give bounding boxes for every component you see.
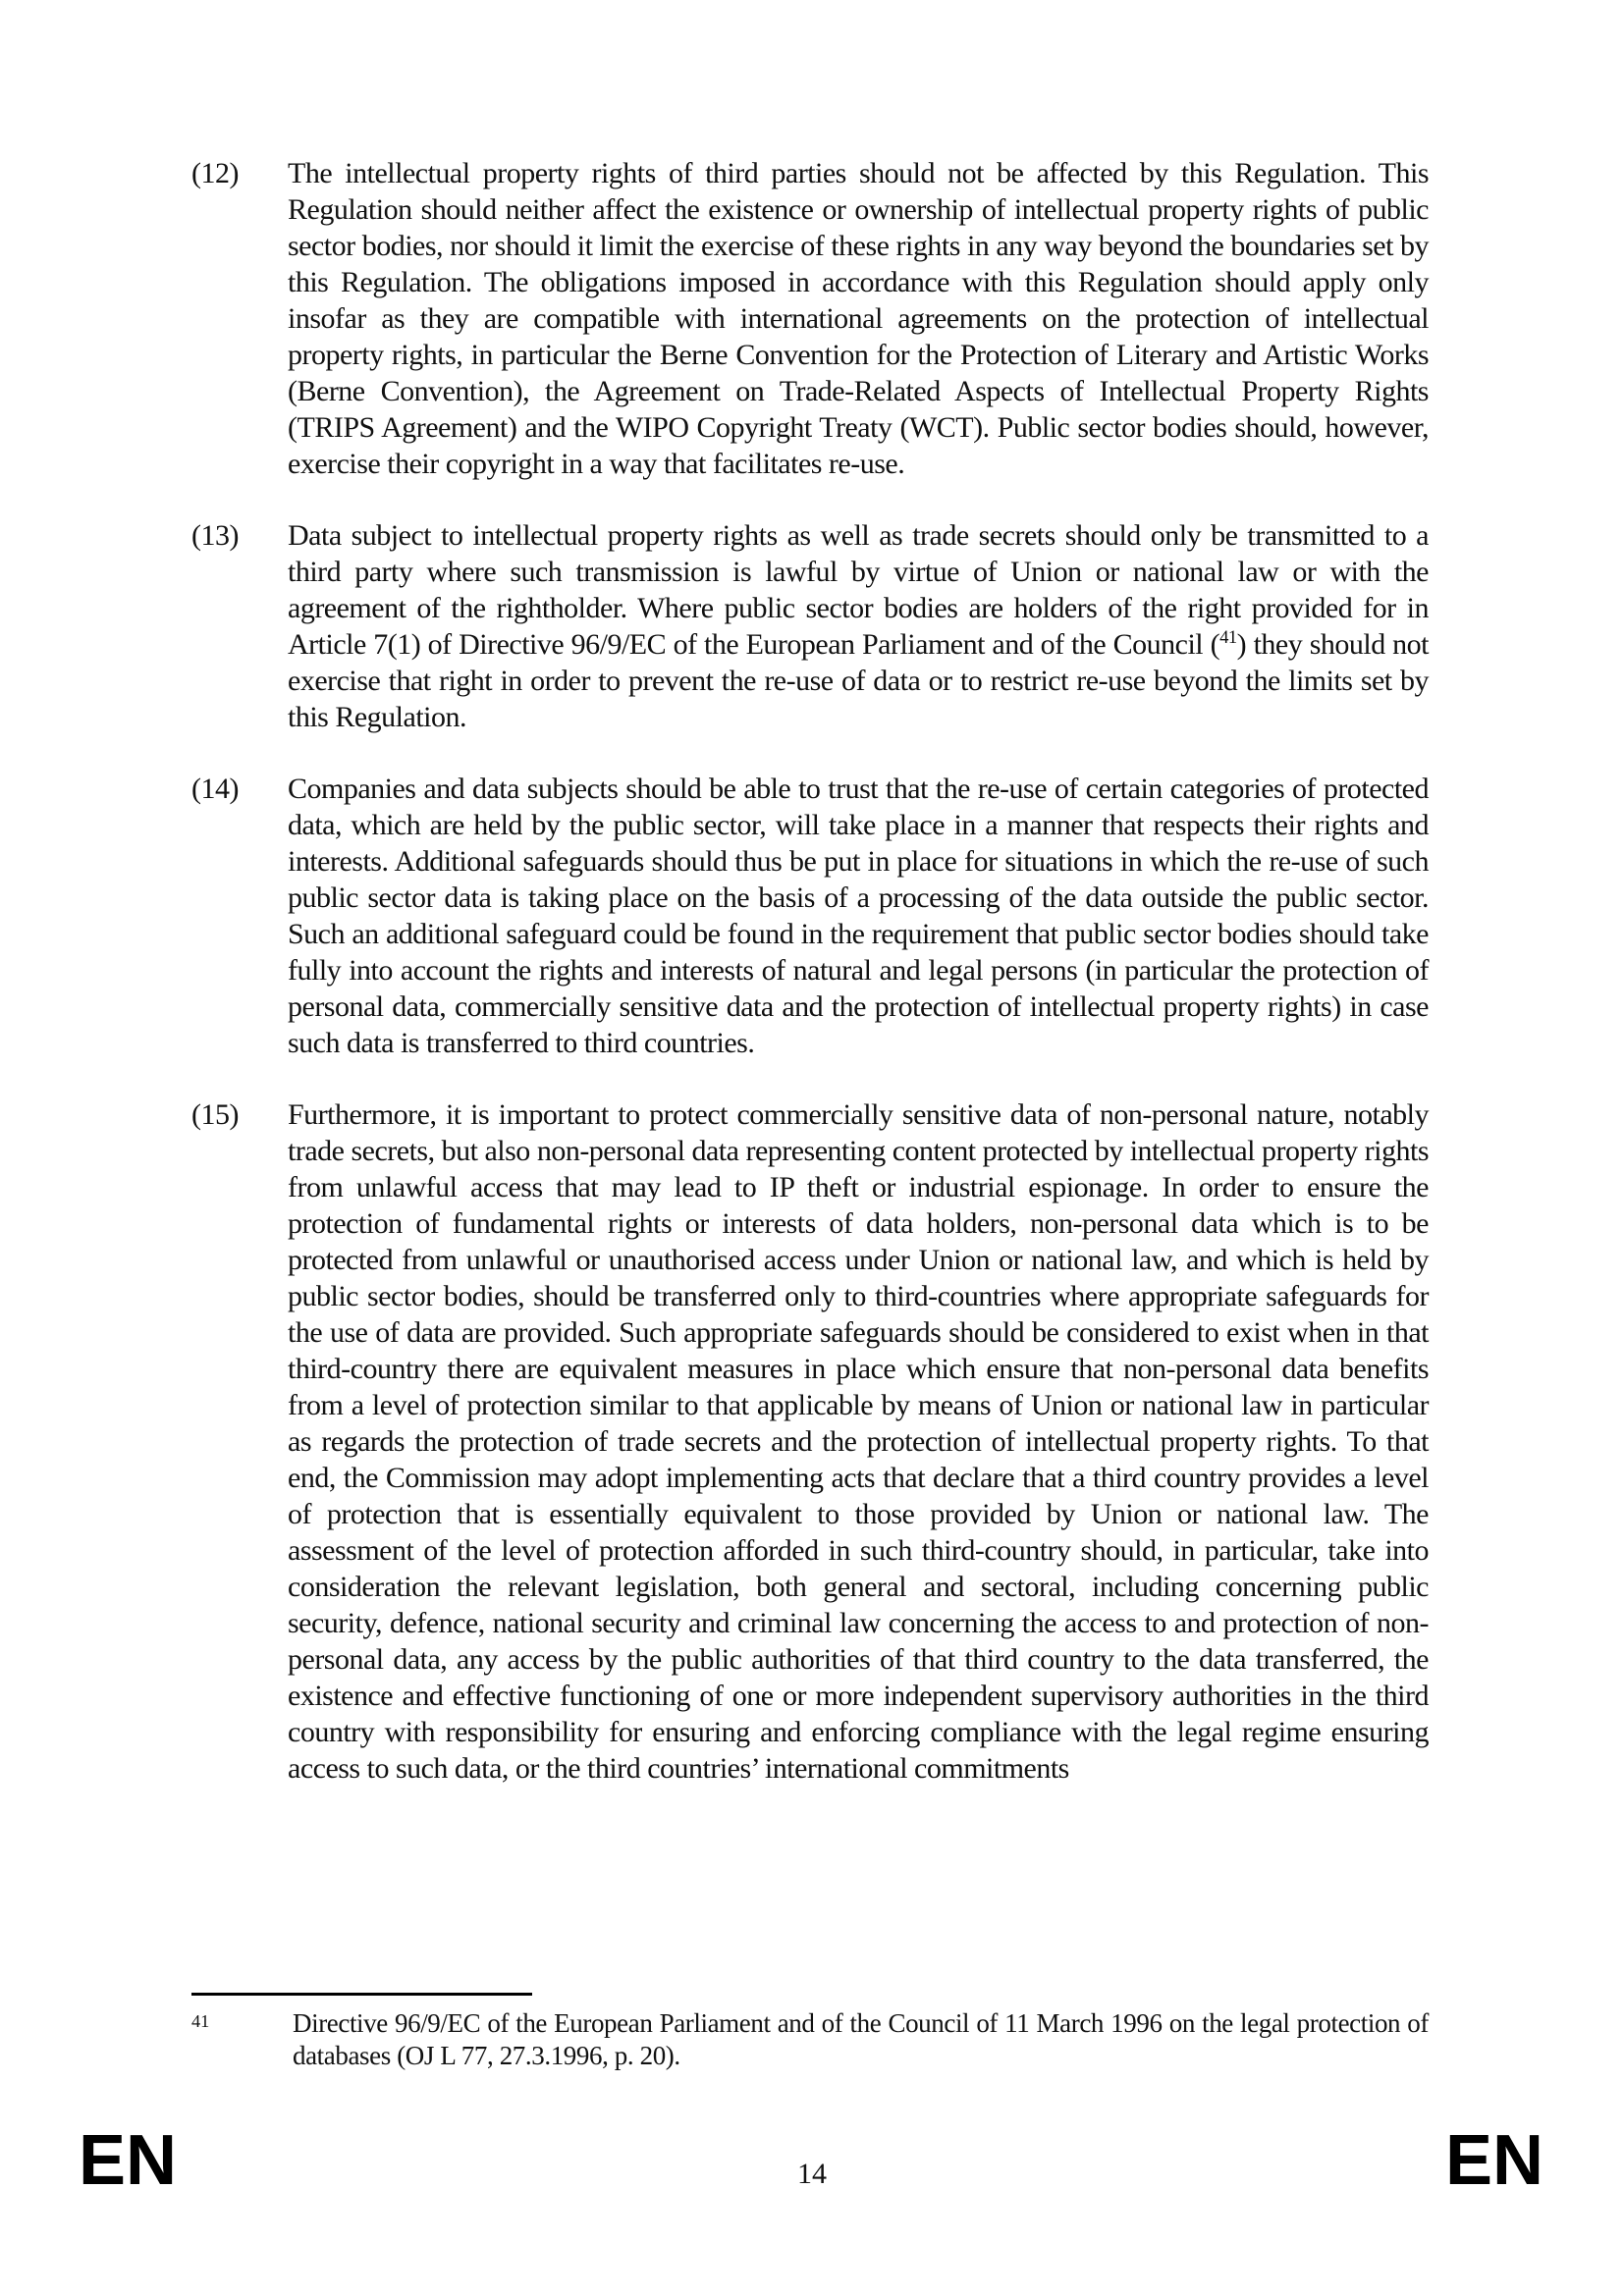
recital-text: Companies and data subjects should be able to trust that the re-use of certain categories of protected data, which are held by the public sector, will take place in a manner that respects their rights and interests. Additional safeguards should thus be put in place for situations in which the re-use of such public sector data is taking place on the basis of a processing of the data outside the public sector. Such an additional safeguard could be found in the requirement that public sector bodies should take fully into account the rights and interests of natural and legal persons (in particular the protection of personal data, commercially sensitive data and the protection of intellectual property rights) in case such data is transferred to third countries. bbox=[288, 773, 1429, 1059]
footnote-text: Directive 96/9/EC of the European Parliament and of the Council of 11 March 1996 on the legal protection of databases (OJ L 77, 27.3.1996, p. 20). bbox=[293, 2008, 1429, 2070]
recital-text: The intellectual property rights of third parties should not be affected by this Regulation. This Regulation should neither affect the existence or ownership of intellectual property rights of public sector bodies, nor should it limit the exercise of these rights in any way beyond the boundaries set by this Regulation. The obligations imposed in accordance with this Regulation should apply only insofar as they are compatible with international agreements on the protection of intellectual property rights, in particular the Berne Convention for the Protection of Literary and Artistic Works (Berne Convention), the Agreement on Trade-Related Aspects of Intellectual Property Rights (TRIPS Agreement) and the WIPO Copyright Treaty (WCT). Public sector bodies should, however, exercise their copyright in a way that facilitates re-use. bbox=[288, 157, 1429, 480]
recital-text-segment: Data subject to intellectual property rights as well as trade secrets should only be transmitted to a third party where such transmission is lawful by virtue of Union or national law or with the agreement of the rightholder. Where public sector bodies are holders of the right provided for in Article 7(1) of Directive 96/9/EC of the European Parliament and of the Council ( bbox=[288, 519, 1429, 661]
recital-number: (13) bbox=[191, 519, 239, 552]
recital-number: (12) bbox=[191, 157, 239, 189]
recital-13 bbox=[191, 517, 1429, 735]
recital-text bbox=[288, 517, 1429, 735]
footnote-separator bbox=[191, 1993, 532, 1996]
recitals-section bbox=[191, 155, 1429, 1822]
footnote-reference: 41 bbox=[1219, 627, 1237, 648]
recital-text: Furthermore, it is important to protect commercially sensitive data of non-personal nature, notably trade secrets, but also non-personal data representing content protected by intellectual property rights from unlawful access that may lead to IP theft or industrial espionage. In order to ensure the protection of fundamental rights or interests of data holders, non-personal data which is to be protected from unlawful or unauthorised access under Union or national law, and which is held by public sector bodies, should be transferred only to third-countries where appropriate safeguards for the use of data are provided. Such appropriate safeguards should be considered to exist when in that third-country there are equivalent measures in place which ensure that non-personal data benefits from a level of protection similar to that applicable by means of Union or national law in particular as regards the protection of trade secrets and the protection of intellectual property rights. To that end, the Commission may adopt implementing acts that declare that a third country provides a level of protection that is essentially equivalent to those provided by Union or national law. The assessment of the level of protection afforded in such third-country should, in particular, take into consideration the relevant legislation, both general and sectoral, including concerning public security, defence, national security and criminal law concerning the access to and protection of non-personal data, any access by the public authorities of that third country to the data transferred, the existence and effective functioning of one or more independent supervisory authorities in the third country with responsibility for ensuring and enforcing compliance with the legal regime ensuring access to such data, or the third countries’ international commitments bbox=[288, 1098, 1429, 1785]
language-marker-right: EN bbox=[1444, 2121, 1543, 2200]
recital-text-segment: ) they should not exercise that right in order to prevent the re-use of data or to restrict re-use beyond the limits set by this Regulation. bbox=[288, 628, 1429, 733]
footnote bbox=[191, 2007, 1429, 2072]
recital-14 bbox=[191, 771, 1429, 1061]
recital-number: (14) bbox=[191, 773, 239, 805]
recital-number: (15) bbox=[191, 1098, 239, 1131]
page-number: 14 bbox=[797, 2158, 827, 2190]
recital-15 bbox=[191, 1096, 1429, 1787]
language-marker-left: EN bbox=[79, 2121, 178, 2200]
recital-12 bbox=[191, 155, 1429, 482]
footnote-marker-number: 41 bbox=[191, 2011, 210, 2031]
footnote-marker bbox=[191, 2007, 293, 2072]
footnote-area bbox=[191, 1993, 1429, 2072]
